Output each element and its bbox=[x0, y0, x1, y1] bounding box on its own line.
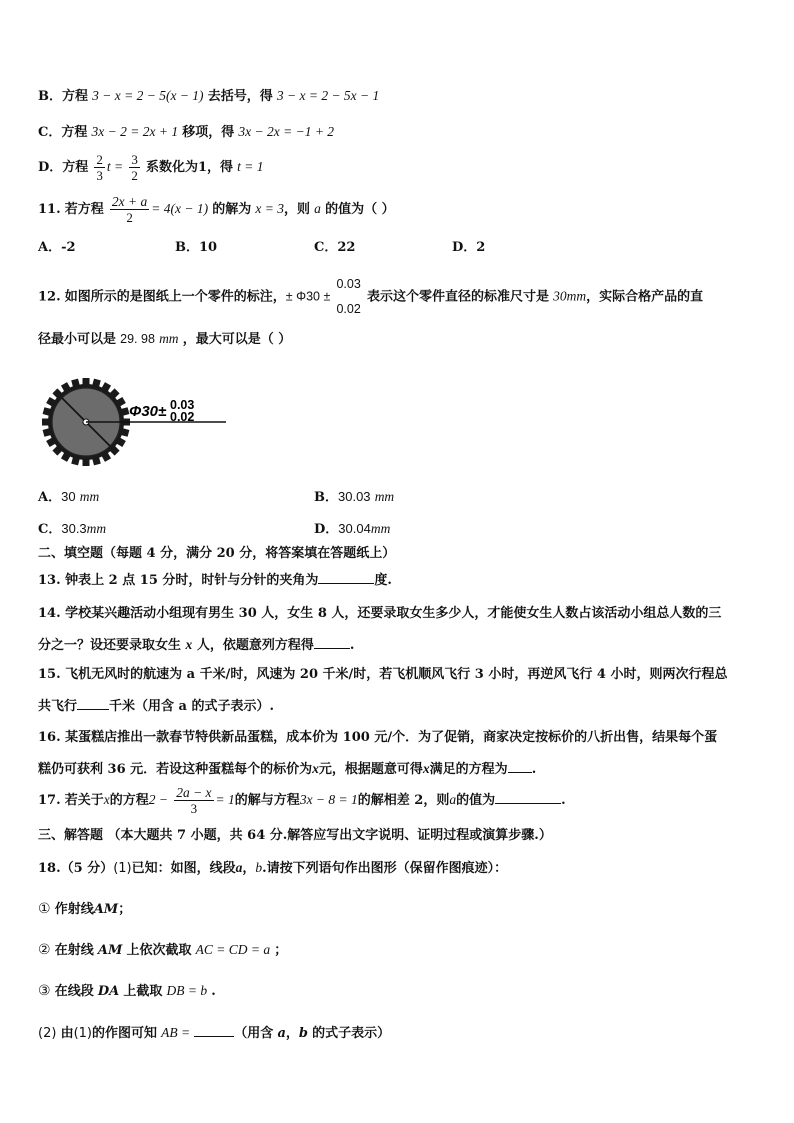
q11-option-d[interactable]: D．2 bbox=[452, 240, 486, 255]
question-15-line-2: 共飞行 千米（用含 a 的式子表示）. bbox=[38, 699, 275, 714]
option-d-mid1: t = bbox=[106, 159, 124, 174]
question-11-pre: 若方程 bbox=[64, 202, 104, 217]
question-11-mid: 的解为 bbox=[212, 202, 252, 217]
question-16-line-2: 糕仍可获利 36 元．若设这种蛋糕每个的标价为x元，根据题意可得x满足的方程为 . bbox=[38, 761, 537, 777]
question-12-line-2 bbox=[38, 330, 291, 349]
option-d-mid2: 系数化为1，得 bbox=[145, 160, 233, 175]
question-11-solution: x = 3 bbox=[255, 201, 285, 216]
option-d-result: t = 1 bbox=[237, 159, 264, 174]
question-16-blank[interactable] bbox=[508, 760, 532, 773]
question-11-fraction: $\frac{2x + a}{2}$ bbox=[111, 194, 148, 225]
question-11-mid2: ，则 bbox=[284, 202, 311, 217]
option-b-result: 3 − x = 2 − 5x − 1 bbox=[276, 88, 380, 103]
q12-option-b[interactable]: B．30.03 mm bbox=[314, 489, 395, 505]
option-b-label: B．方程 bbox=[38, 89, 88, 104]
question-12-pre: 如图所示的是图纸上一个零件的标注， bbox=[64, 289, 286, 305]
question-18-part-2: (2) 由(1)的作图可知 AB = （用含 a，b 的式子表示） bbox=[38, 1025, 391, 1041]
option-c-label: C．方程 bbox=[38, 125, 88, 140]
question-14-line-1: 14. 学校某兴趣活动小组现有男生 30 人，女生 8 人，还要录取女生多少人，才能使女生人数占该活动小组总人数的三 bbox=[38, 606, 722, 621]
option-c-line bbox=[38, 123, 334, 142]
question-18-step-3: ③ 在线段 DA 上截取 DB = b . bbox=[38, 983, 216, 999]
section-3-heading: 三、解答题 （本大题共 7 小题，共 64 分.解答应写出文字说明、证明过程或演算步骤.） bbox=[38, 828, 552, 843]
q11-option-c[interactable]: C．22 bbox=[314, 240, 356, 255]
question-12-standard: 30mm bbox=[553, 288, 587, 304]
question-16-line-1: 16. 某蛋糕店推出一款春节特供新品蛋糕，成本价为 100 元/个．为了促销，商家决定按标价的八折出售，结果每个蛋 bbox=[38, 730, 718, 745]
question-17-fraction: $\frac{2a - x}{3}$ bbox=[176, 785, 212, 816]
question-11-variable: a bbox=[314, 201, 321, 216]
question-12-line2-pre: 径最小可以是 bbox=[38, 332, 117, 347]
question-14-blank[interactable] bbox=[314, 636, 350, 649]
option-d-line bbox=[38, 152, 264, 183]
q12-option-a[interactable]: A．30 mm bbox=[38, 489, 100, 505]
figure-lower: 0.02 bbox=[170, 410, 195, 424]
question-17: 17. 若关于x的方程2 − $\frac{2a - x}{3}$ = 1的解与方程3x − 8 = 1的解相差 2，则a的值为 . bbox=[38, 785, 566, 816]
option-b-line bbox=[38, 87, 379, 106]
option-c-equation: 3x − 2 = 2x + 1 bbox=[91, 124, 179, 139]
q11-option-b[interactable]: B．10 bbox=[175, 240, 218, 255]
question-14-line-2: 分之一？设还要录取女生 x 人，依题意列方程得 . bbox=[38, 637, 355, 653]
question-11 bbox=[38, 194, 395, 225]
question-12-post: ，实际合格产品的直 bbox=[586, 289, 704, 305]
figure-upper: 0.03 bbox=[170, 398, 195, 412]
question-18-step-1: ① 作射线AM； bbox=[38, 901, 132, 917]
question-12-mid: 表示这个零件直径的标准尺寸是 bbox=[366, 289, 549, 305]
option-d-fraction-2: $\frac{3}{2}$ bbox=[131, 152, 138, 183]
question-12-line2-post: ，最大可以是（ ） bbox=[182, 332, 292, 347]
question-15-blank[interactable] bbox=[77, 697, 109, 710]
gear-figure bbox=[40, 376, 240, 472]
question-17-blank[interactable] bbox=[495, 791, 561, 804]
question-12-number: 12. bbox=[38, 289, 61, 305]
q11-option-a[interactable]: A．-2 bbox=[38, 240, 76, 255]
question-12-tolerance: 0.03 0.02 bbox=[336, 277, 361, 316]
question-15-line-1: 15. 飞机无风时的航速为 a 千米/时，风速为 20 千米/时，若飞机顺风飞行 3 小时，再逆风飞行 4 小时，则两次行程总 bbox=[38, 667, 728, 682]
question-12-min-unit: mm bbox=[159, 331, 179, 346]
option-d-fraction-1: $\frac{2}{3}$ bbox=[96, 152, 103, 183]
option-b-mid: 去括号，得 bbox=[207, 89, 273, 104]
figure-label: Φ30± bbox=[129, 403, 167, 420]
q12-option-d[interactable]: D．30.04mm bbox=[314, 521, 391, 537]
question-18-blank[interactable] bbox=[194, 1024, 234, 1037]
question-18-intro: 18.（5 分）(1)已知：如图，线段a，b.请按下列语句作出图形（保留作图痕迹）： bbox=[38, 860, 508, 876]
option-b-equation: 3 − x = 2 − 5(x − 1) bbox=[92, 88, 204, 103]
option-c-mid: 移项，得 bbox=[182, 125, 235, 140]
question-13-blank[interactable] bbox=[318, 571, 374, 584]
question-12-symbol: ± Φ30 ± bbox=[285, 289, 331, 304]
question-11-equation: = 4(x − 1) bbox=[151, 201, 209, 216]
question-12-line-1 bbox=[38, 272, 703, 322]
question-18-step-2: ② 在射线 AM 上依次截取 AC = CD = a ； bbox=[38, 942, 288, 958]
option-d-label: D．方程 bbox=[38, 160, 89, 175]
question-12-min-value: 29. 98 bbox=[120, 332, 155, 346]
question-13: 13. 钟表上 2 点 15 分时，时针与分针的夹角为 度. bbox=[38, 573, 392, 588]
question-11-number: 11. bbox=[38, 202, 61, 217]
section-2-heading: 二、填空题（每题 4 分，满分 20 分，将答案填在答题纸上） bbox=[38, 546, 396, 561]
q12-option-c[interactable]: C．30.3mm bbox=[38, 521, 107, 537]
option-c-result: 3x − 2x = −1 + 2 bbox=[238, 124, 335, 139]
question-11-post: 的值为（ ） bbox=[325, 202, 395, 217]
